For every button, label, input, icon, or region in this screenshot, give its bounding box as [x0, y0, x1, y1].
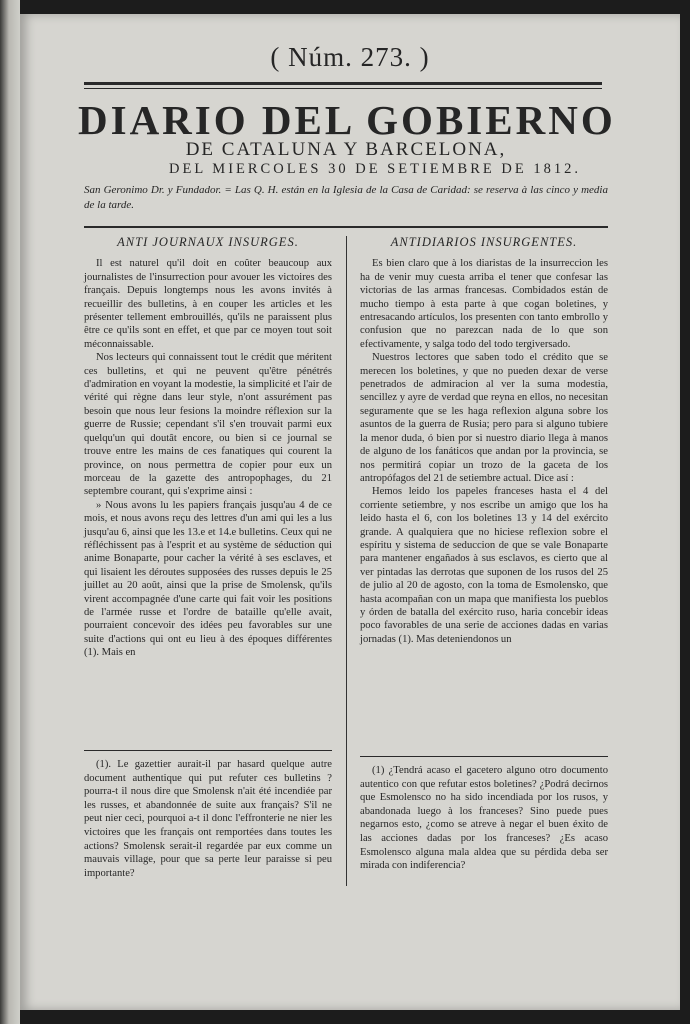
right-paragraph-1: Es bien claro que à los diaristas de la insurreccion les ha de venir muy cuesta arriba el tener que confesar las victorias de las armas francesas. Combidados están de mucho tiempo à esta parte à que cogan boletines, y entresacando artículos, los presenten con tanto embrollo y confusion que no parezcan nada de lo que son efectivamente, y salga todo del todo tergiversado. — [360, 258, 608, 350]
right-footnote — [360, 764, 608, 873]
left-footnote — [84, 758, 332, 880]
left-paragraph-2: Nos lecteurs qui connaissent tout le crédit que méritent ces bulletins, et qui ne peuvent qu'être pénétrés d'admiration en voyant la modestie, la simplicité et l'air de vérité qui règne dans leur style, n'ont assurément pas besoin que nous leur fesions la moindre réflexion sur la guerre de Russie; cependant s'il s'en trouvait parmi eux quelqu'un qui doutât encore, ou bien si ce journal se trouve entre les mains de ces fanatiques qui courent la province, on nous permettra de copier pour eux un morceau de la gazette des antropophages, du 21 septembre courant, qui s'exprime ainsi : — [84, 352, 332, 498]
header-rule-thin — [84, 88, 602, 89]
daily-notice: San Geronimo Dr. y Fundador. = Las Q. H. están en la Iglesia de la Casa de Caridad: se reserva à las cinco y media de la tarde. — [84, 184, 608, 211]
left-footnote-text: (1). Le gazettier aurait-il par hasard quelque autre document authentique qui put refuter ces bulletins ? pourra-t il nous dire que Smolensk n'ait été incendiée par les russes, et abandonnée de suite aux français? S'il ne peut nier ceci, pourquoi a-t il donc l'effronterie ne nier les victoires que les français ont remportées dans toutes les actions? Smolensk serait-il regardée par eux comme un mauvais village, pour que sa perte leur paraisse si peu importante? — [84, 759, 332, 879]
header-rule-thick — [84, 82, 602, 85]
book-gutter — [0, 0, 20, 1024]
left-footnote-rule — [84, 750, 332, 751]
right-column-heading: ANTIDIARIOS INSURGENTES. — [390, 235, 578, 249]
header-bottom-rule — [84, 226, 608, 228]
right-column — [360, 232, 608, 646]
masthead-subtitle: DE CATALUNA Y BARCELONA, — [185, 139, 507, 160]
issue-number: ( Núm. 273. ) — [270, 42, 430, 72]
masthead-date: DEL MIERCOLES 30 DE SETIEMBRE DE 1812. — [169, 161, 581, 177]
right-footnote-rule — [360, 756, 608, 757]
left-column-heading: ANTI JOURNAUX INSURGES. — [117, 235, 299, 249]
right-footnote-text: (1) ¿Tendrá acaso el gacetero alguno otro documento autentico con que refutar estos boletines? ¿Podrá decirnos que Esmolensco no ha sido incendiada por los rusos, y abandonada luego à los franceses? Sino puede pues negarnos esto, ¿como se atreve à negar el buen éxito de las acciones dadas por los franceses? ¿Es acaso Esmolensco alguna mala aldea que su pérdida deba ser mirada con indiferencia? — [360, 765, 608, 872]
left-paragraph-3: » Nous avons lu les papiers français jusqu'au 4 de ce mois, et nous avons reçu des lettres d'un ami qui les a lus jusqu'au 6, ainsi que les 13.e et 14.e bulletins. Ceux qui ne réfléchissent pas à l'esprit et au système de séduction qui anime Bonaparte, pour cacher la vérité à ses esclaves, et qui lisaient les déroutes supposées des russes depuis le 25 juillet au 20 août, ainsi que la prise de Smolensk, qu'ils virent accompagnée d'une carte qui fait voir les positions de l'armée russe et l'ordre de bataille qu'elle avait, pourraient concevoir des idées peu favorables sur une suite d'actions qui ont eu lieu à des époques différentes (1). Mais en — [84, 499, 332, 659]
right-paragraph-2: Nuestros lectores que saben todo el crédito que se merecen los boletines, y que no pueden dexar de verse penetrados de admiracion al ver la suma modestia, sencillez y ayre de verdad que reyna en ellos, no necesitan seguramente que se les haga reflexion alguna sobre los asuntos de la guerra de Rusia; pero para si alguno tubiere la menor duda, ó bien por si nuestro diario llega à manos de alguno de los fanáticos que andan por la provincia, se nos permitirá copiar un trozo de la gaceta de los antropófagos del 21 de setiembre actual. Dice así : — [360, 352, 608, 484]
masthead-title: DIARIO DEL GOBIERNO — [78, 97, 616, 143]
column-divider — [346, 236, 347, 886]
right-paragraph-3: Hemos leido los papeles franceses hasta el 4 del corriente setiembre, y nos escribe un amigo que los ha leido hasta el 6, con los boletines 13 y 14 del exército grande. A qualquiera que no hiciese reflexion sobre el espíritu y sistema de seduccion de que se vale Bonaparte para mantener engañados à sus esclavos, es cierto que al ver pintadas las derrotas que suponen de los rusos del 25 de julio al 20 de agosto, con la toma de Esmolensko, que hasta acompañan con un mapa que manifiesta los pueblos y órden de batalla del exército ruso, haria concebir ideas poco favorables de una serie de acciones dadas en varias jornadas (1). Mas deteniendonos un — [360, 486, 608, 645]
left-paragraph-1: Il est naturel qu'il doit en coûter beaucoup aux journalistes de l'insurrection pour avouer les victoires des français. Depuis longtemps nous les avons invités à recueillir des bulletins, à en couper les articles et les présenter tellement embrouillés, qu'ils ne paraissent plus être ce qu'ils sont en effet, et que par ce moyen tout soit méconnaissable. — [84, 258, 332, 350]
left-column — [84, 232, 332, 660]
